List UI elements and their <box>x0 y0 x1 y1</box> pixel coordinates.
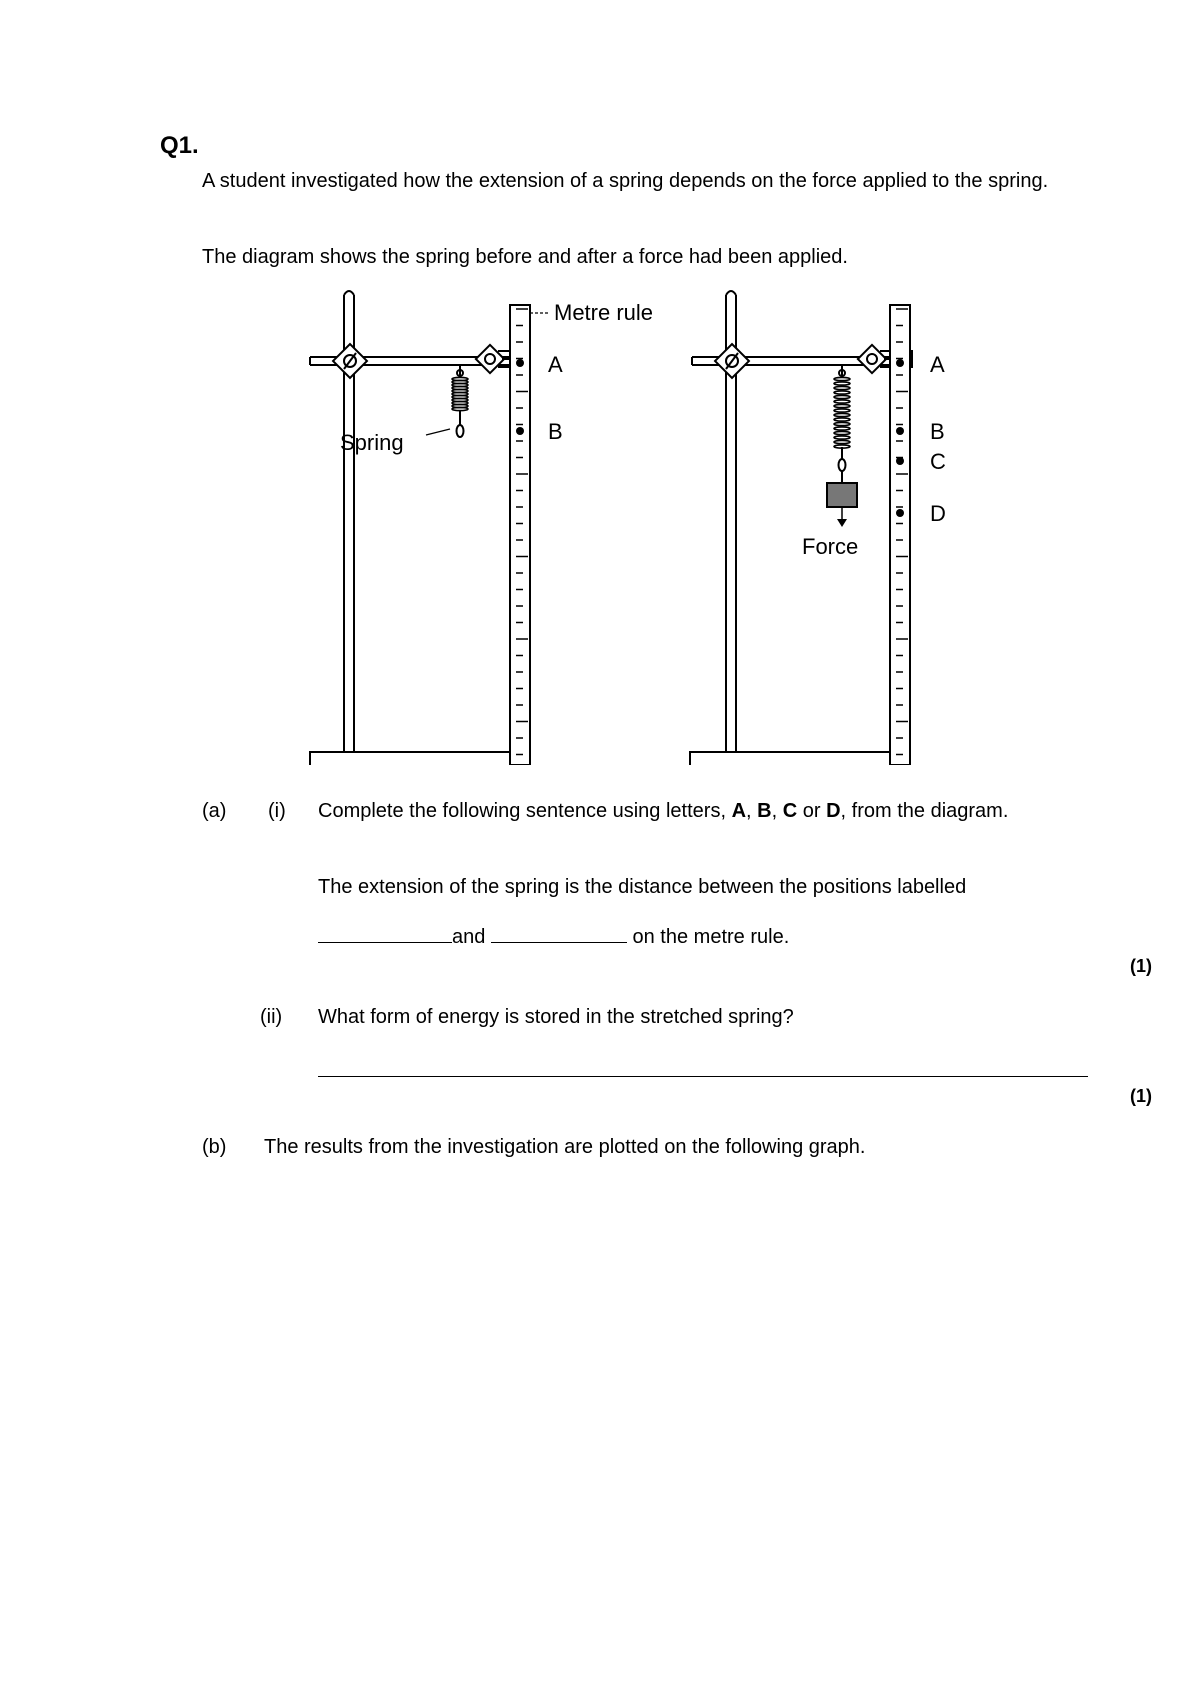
left-label-a: A <box>548 352 563 377</box>
right-label-d: D <box>930 501 946 526</box>
left-label-b: B <box>548 419 563 444</box>
spring-coil <box>834 427 850 430</box>
spring-coil <box>834 395 850 398</box>
left-spring <box>452 365 468 437</box>
letter-d: D <box>826 800 841 822</box>
spring-coil <box>834 400 850 403</box>
answer-line-a-ii[interactable] <box>318 1076 1088 1077</box>
spring-coil <box>452 407 468 410</box>
right-stand <box>690 291 912 765</box>
right-spring <box>834 365 850 483</box>
part-b-label: (b) <box>202 1136 227 1158</box>
metre-rule-label: Metre rule <box>554 300 654 325</box>
spring-coil <box>834 413 850 416</box>
marks-a-ii: (1) <box>1130 1086 1152 1106</box>
spring-coil <box>834 440 850 443</box>
part-a-label: (a) <box>202 800 227 822</box>
letter-c: C <box>782 800 798 822</box>
force-label: Force <box>802 534 859 559</box>
part-a-i-instruction <box>318 798 1058 825</box>
left-mark-b-dot <box>516 427 524 435</box>
right-label-c: C <box>930 449 946 474</box>
right-label-b: B <box>930 419 945 444</box>
left-metre-rule <box>510 305 530 765</box>
part-b-text: The results from the investigation are plotted on the following graph. <box>264 1136 866 1158</box>
left-stand <box>310 291 530 765</box>
separator-3: or <box>797 800 827 822</box>
part-a-i-label: (i) <box>268 800 286 822</box>
separator-2: , <box>771 800 783 822</box>
marks-a-i: (1) <box>1130 956 1152 976</box>
letter-b: B <box>757 800 772 822</box>
right-mark-c-dot <box>896 457 904 465</box>
part-a-ii-question: What form of energy is stored in the stretched spring? <box>318 1006 794 1028</box>
intro-paragraph-2: The diagram shows the spring before and after a force had been applied. <box>202 246 848 268</box>
spring-coil <box>834 391 850 394</box>
spring-diagram <box>290 285 950 765</box>
question-number: Q1. <box>160 132 199 159</box>
spring-coil <box>834 404 850 407</box>
answer-blank-2[interactable] <box>491 941 627 943</box>
spring-coil <box>834 431 850 434</box>
right-metre-rule <box>890 305 910 765</box>
extension-sentence: The extension of the spring is the distance between the positions labelled <box>318 876 967 898</box>
answer-blank-1[interactable] <box>318 941 452 943</box>
spring-coil <box>834 386 850 389</box>
right-mark-d-dot <box>896 509 904 517</box>
answer-and-text: and <box>452 926 486 948</box>
letter-a: A <box>731 800 747 822</box>
intro-paragraph-1: A student investigated how the extension of a spring depends on the force applied to the spring. <box>202 170 1049 192</box>
spring-coil <box>834 422 850 425</box>
weight-block <box>827 483 857 507</box>
answer-tail-text: on the metre rule. <box>632 926 790 948</box>
part-a-ii-label: (ii) <box>260 1006 283 1028</box>
spring-label: Spring <box>340 430 404 455</box>
spring-coil <box>834 382 850 385</box>
right-mark-a-dot <box>896 359 904 367</box>
spring-coil <box>834 436 850 439</box>
instruction-text-after: , from the diagram. <box>840 800 1009 822</box>
right-mark-b-dot <box>896 427 904 435</box>
right-label-a: A <box>930 352 945 377</box>
separator-1: , <box>746 800 758 822</box>
spring-coil <box>834 418 850 421</box>
spring-coil <box>834 377 850 380</box>
spring-coil <box>834 409 850 412</box>
force-arrow-icon <box>837 519 847 527</box>
instruction-text-before: Complete the following sentence using letters, <box>318 800 732 822</box>
left-mark-a-dot <box>516 359 524 367</box>
answer-line-a-i <box>318 924 789 951</box>
